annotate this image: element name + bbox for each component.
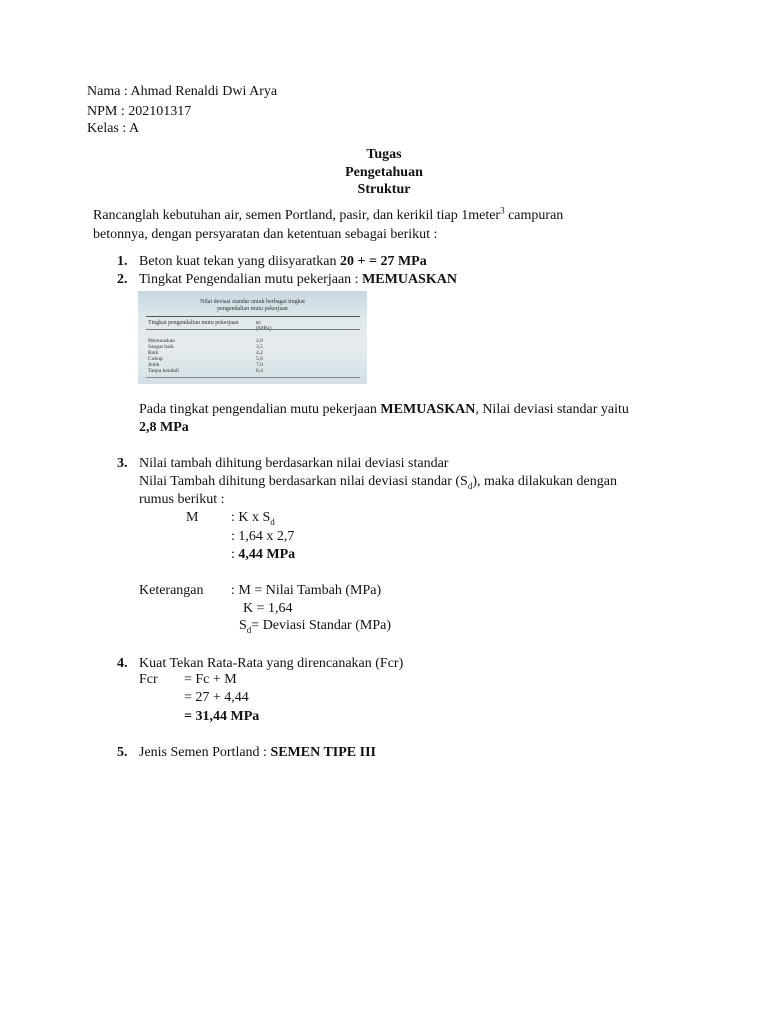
keterangan-label: Keterangan [139,583,204,598]
formula-m-eq-1 [231,510,275,526]
item-3-line-2 [139,474,617,490]
formula-m-eq-3 [231,547,295,563]
intro-line-2: betonnya, dengan persyaratan dan ketentuan sebagai berikut : [93,227,438,242]
table-col-2: sc [256,320,261,326]
table-row-label: Tanpa kendali [148,368,179,374]
fcr-label: Fcr [139,672,158,687]
table-bottom-rule [146,377,360,378]
keterangan-line-3-sub: d [246,624,252,635]
item-4-line-1: Kuat Tekan Rata-Rata yang direncanakan (Fcr) [139,656,404,671]
fcr-eq-2: = 27 + 4,44 [184,690,249,705]
table-header [148,320,261,326]
item-2-note-bold: MEMUASKAN [380,402,476,417]
intro-superscript: 3 [500,205,505,216]
table-caption-1: Nilai deviasi standar untuk berbagai tingkat [200,299,305,305]
title-line-2: Pengetahuan [345,165,423,180]
item-3-line-3: rumus berikut : [139,492,225,507]
item-5-value: SEMEN TIPE III [270,745,376,760]
item-1-value: 20 + = 27 MPa [340,254,427,269]
item-3-line-1: Nilai tambah dihitung berdasarkan nilai deviasi standar [139,456,449,471]
keterangan-line-3 [239,618,391,634]
table-row-value: 4,2 [256,350,263,356]
fcr-eq-1: = Fc + M [184,672,237,687]
table-row-value: 5,6 [256,356,263,362]
item-1-label: Beton kuat tekan yang diisyaratkan [139,254,340,269]
keterangan-line-1: : M = Nilai Tambah (MPa) [231,583,382,598]
table-row-value: 3,5 [256,344,263,350]
table-row-label: Memuaskan [148,338,175,344]
keterangan-line-2: K = 1,64 [243,601,293,616]
formula-m-eq-2: : 1,64 x 2,7 [231,529,295,544]
title-line-1: Tugas [366,147,402,162]
item-3-number: 3. [117,456,128,471]
item-2-number: 2. [117,272,128,287]
student-class: Kelas : A [87,121,140,136]
item-5-text [139,745,376,761]
student-npm: NPM : 202101317 [87,104,192,119]
table-row-label: Cukup [148,356,163,362]
formula-m-result: 4,44 MPa [238,547,296,562]
item-1-text [139,254,427,270]
table-row-label: Jelek [148,362,160,368]
item-2-text [139,272,457,288]
deviation-table-image [138,291,367,384]
title-line-3: Struktur [357,182,411,197]
table-caption-2: pengendalian mutu pekerjaan [217,306,288,312]
table-top-rule [146,316,360,317]
item-5-label: Jenis Semen Portland : [139,745,271,760]
table-col-1: Tingkat pengendalian mutu pekerjaan [148,320,239,326]
table-row [148,368,348,374]
formula-m-eq-3-colon: : [231,547,239,562]
item-2-value: MEMUASKAN [362,272,457,287]
item-3-line-2-b: ), maka dilakukan dengan [472,474,617,489]
item-2-note-a: Pada tingkat pengendalian mutu pekerjaan [139,402,381,417]
table-row-label: Sangat baik [148,344,174,350]
intro-text-a: Rancanglah kebutuhan air, semen Portland, pasir, dan kerikil tiap 1meter [93,208,501,223]
item-4-number: 4. [117,656,128,671]
student-name: Nama : Ahmad Renaldi Dwi Arya [87,84,278,99]
item-5-number: 5. [117,745,128,760]
item-1-number: 1. [117,254,128,269]
item-2-label: Tingkat Pengendalian mutu pekerjaan : [139,272,363,287]
item-3-line-2-sub: d [467,480,473,491]
formula-m-label: M [186,510,199,525]
table-row-value: 8,4 [256,368,263,374]
table-row-label: Baik [148,350,159,356]
item-2-note-line-1 [139,402,629,418]
formula-m-eq-1-sub: d [270,516,275,527]
fcr-result: = 31,44 MPa [184,709,260,724]
item-3-line-2-a: Nilai Tambah dihitung berdasarkan nilai deviasi standar (S [139,474,468,489]
intro-text-b: campuran [504,208,564,223]
table-header-rule [146,329,360,330]
item-2-note-b: , Nilai deviasi standar yaitu [475,402,629,417]
formula-m-eq-1-a: : K x S [231,510,271,525]
intro-line-1 [93,205,564,224]
table-row-value: 7,0 [256,362,263,368]
keterangan-line-3-a: S [239,618,247,633]
keterangan-line-3-b: = Deviasi Standar (MPa) [251,618,391,633]
item-2-note-value: 2,8 MPa [139,420,189,435]
table-row-value: 2,8 [256,338,263,344]
